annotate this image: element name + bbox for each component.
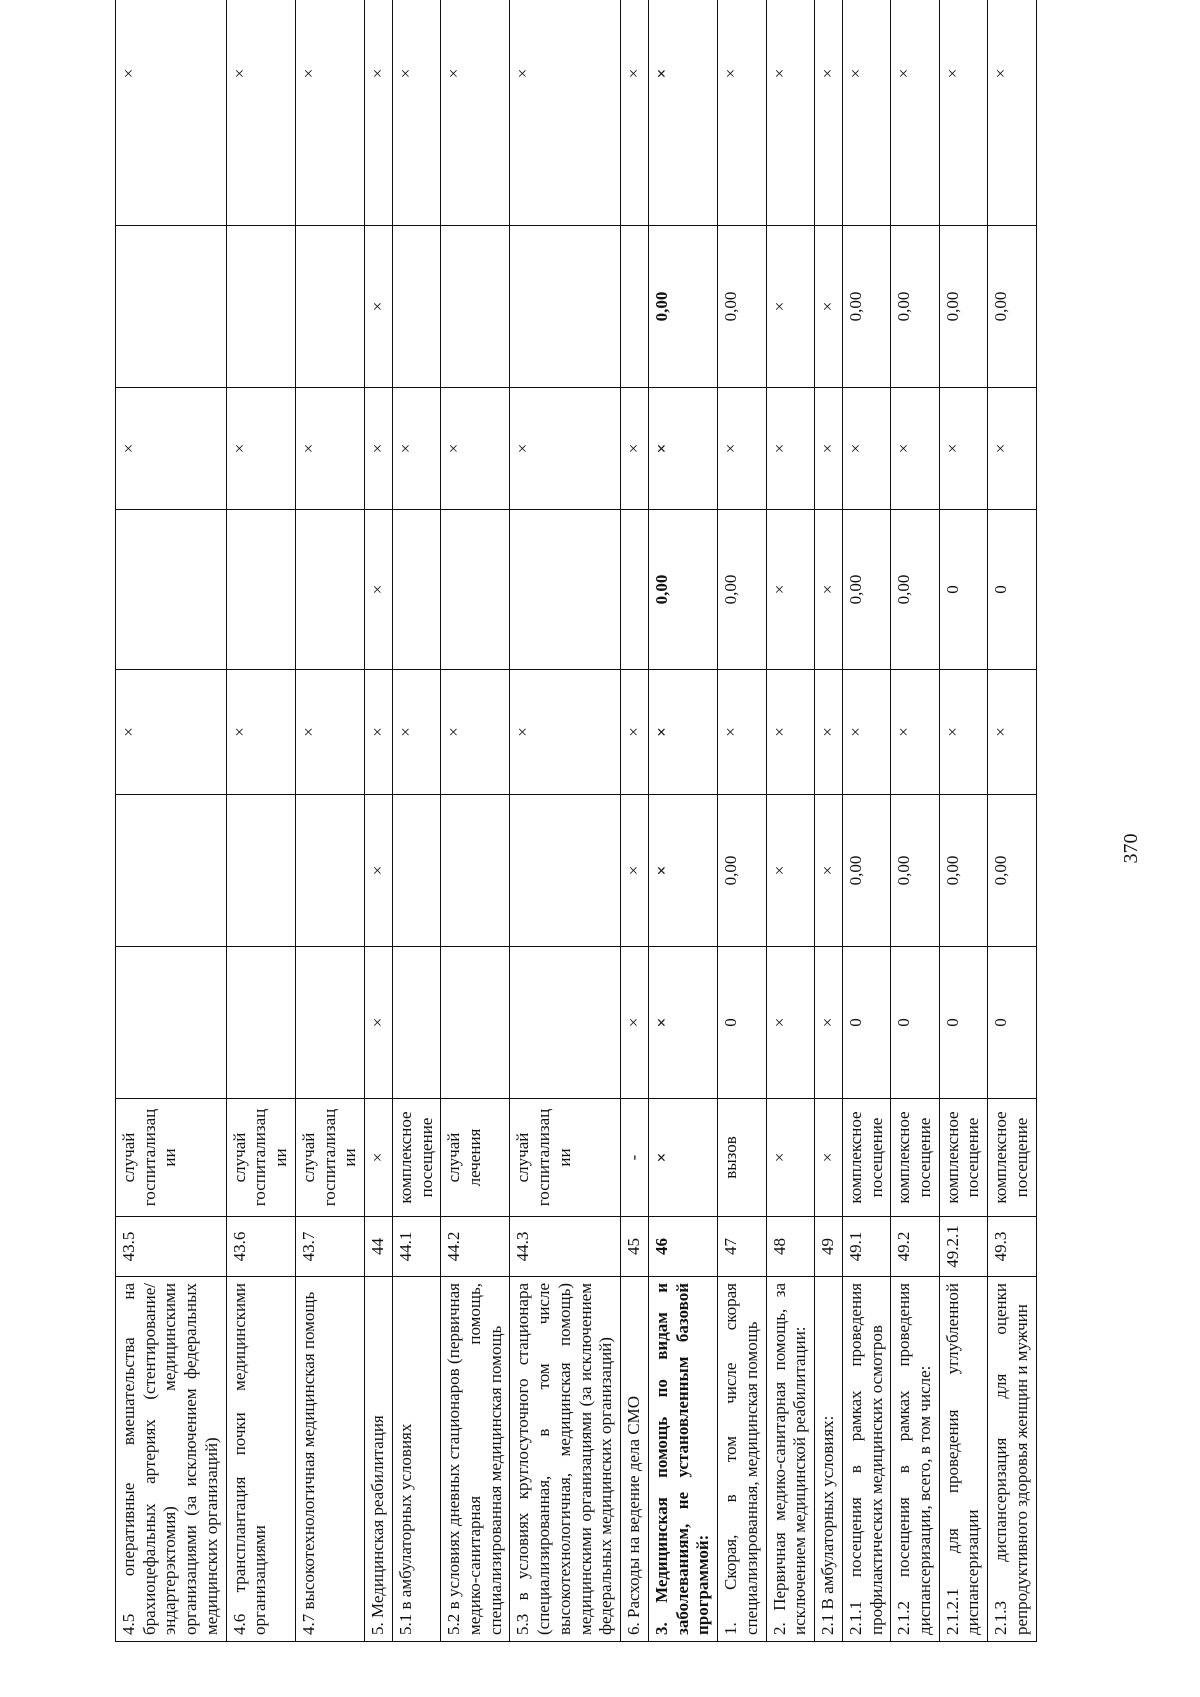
row-value-3: × [988, 670, 1036, 795]
row-code: 46 [648, 1217, 717, 1277]
table-row [510, 0, 621, 1642]
row-value-1: × [815, 947, 843, 1099]
row-value-1: × [766, 947, 814, 1099]
row-value-1: × [365, 947, 393, 1099]
row-value-7: × [621, 0, 649, 226]
row-value-2 [441, 795, 510, 947]
row-code: 44.3 [510, 1217, 621, 1277]
page-number: 370 [1120, 833, 1142, 864]
row-value-2 [295, 795, 364, 947]
row-value-3: × [718, 670, 766, 795]
row-value-7: × [842, 0, 890, 226]
row-value-6 [510, 226, 621, 388]
row-name: 5. Медицинская реабилитация [365, 1277, 393, 1642]
row-code: 49.2 [891, 1217, 939, 1277]
row-code: 43.5 [116, 1217, 227, 1277]
row-value-6: × [815, 226, 843, 388]
row-value-5: × [842, 388, 890, 510]
row-value-6 [392, 226, 440, 388]
row-value-3: × [648, 670, 717, 795]
row-name: 2.1.3 диспансеризация для оценки репродуктивного здоровья женщин и мужчин [988, 1277, 1036, 1642]
row-value-5: × [988, 388, 1036, 510]
row-name: 4.5 оперативные вмешательства на брахиоцефальных артериях (стентирование/эндартерэктомия) медицинскими организациями (за исключением федеральных медицинских организаций) [116, 1277, 227, 1642]
row-unit: случай госпитализации [510, 1099, 621, 1217]
row-unit: случай госпитализации [226, 1099, 295, 1217]
row-value-1: × [648, 947, 717, 1099]
row-name: 2.1.2.1 для проведения углубленной диспансеризации [939, 1277, 987, 1642]
row-value-7: × [766, 0, 814, 226]
row-value-2 [510, 795, 621, 947]
row-unit: комплексное посещение [988, 1099, 1036, 1217]
table-row [815, 0, 843, 1642]
table-row [766, 0, 814, 1642]
row-name: 4.6 трансплантация почки медицинскими организациями [226, 1277, 295, 1642]
row-code: 48 [766, 1217, 814, 1277]
row-value-5: × [295, 388, 364, 510]
row-value-4 [392, 510, 440, 670]
row-code: 45 [621, 1217, 649, 1277]
table-row [116, 0, 227, 1642]
row-value-2 [392, 795, 440, 947]
row-value-6: 0,00 [939, 226, 987, 388]
row-value-6: 0,00 [988, 226, 1036, 388]
row-value-3: × [842, 670, 890, 795]
row-value-3: × [815, 670, 843, 795]
row-code: 43.7 [295, 1217, 364, 1277]
row-value-2: × [648, 795, 717, 947]
row-value-5: × [648, 388, 717, 510]
row-name: 4.7 высокотехнологичная медицинская помощь [295, 1277, 364, 1642]
program-table [115, 0, 1037, 1642]
row-value-1 [295, 947, 364, 1099]
row-value-5: × [392, 388, 440, 510]
row-value-3: × [226, 670, 295, 795]
row-code: 49.2.1 [939, 1217, 987, 1277]
row-value-1: 0 [891, 947, 939, 1099]
row-name: 3. Медицинская помощь по видам и заболеваниям, не установленным базовой программой: [648, 1277, 717, 1642]
table-row [365, 0, 393, 1642]
row-value-5: × [766, 388, 814, 510]
row-value-4: 0,00 [718, 510, 766, 670]
table-row [226, 0, 295, 1642]
row-value-7: × [939, 0, 987, 226]
table-row [295, 0, 364, 1642]
row-value-5: × [510, 388, 621, 510]
row-value-6 [116, 226, 227, 388]
row-value-6: × [365, 226, 393, 388]
row-value-5: × [365, 388, 393, 510]
row-value-2: 0,00 [891, 795, 939, 947]
row-value-3: × [621, 670, 649, 795]
row-name: 1. Скорая, в том числе скорая специализированная, медицинская помощь [718, 1277, 766, 1642]
row-value-2: 0,00 [718, 795, 766, 947]
row-value-2: 0,00 [939, 795, 987, 947]
row-code: 43.6 [226, 1217, 295, 1277]
row-value-2: × [766, 795, 814, 947]
row-value-1 [116, 947, 227, 1099]
row-value-2: 0,00 [988, 795, 1036, 947]
row-value-2: × [621, 795, 649, 947]
row-unit: - [621, 1099, 649, 1217]
row-unit: комплексное посещение [939, 1099, 987, 1217]
row-value-5: × [441, 388, 510, 510]
row-value-7: × [648, 0, 717, 226]
row-unit: × [365, 1099, 393, 1217]
row-unit: × [648, 1099, 717, 1217]
row-value-2: × [815, 795, 843, 947]
row-unit: комплексное посещение [842, 1099, 890, 1217]
row-value-3: × [295, 670, 364, 795]
row-value-6: × [766, 226, 814, 388]
row-value-7: × [392, 0, 440, 226]
row-code: 49.3 [988, 1217, 1036, 1277]
row-value-1: 0 [842, 947, 890, 1099]
row-value-5: × [226, 388, 295, 510]
row-value-4: 0 [939, 510, 987, 670]
row-value-5: × [116, 388, 227, 510]
row-value-3: × [891, 670, 939, 795]
row-unit: комплексное посещение [392, 1099, 440, 1217]
row-value-3: × [939, 670, 987, 795]
row-value-4 [116, 510, 227, 670]
row-code: 44.1 [392, 1217, 440, 1277]
row-value-3: × [510, 670, 621, 795]
row-value-2: 0,00 [842, 795, 890, 947]
table-row [718, 0, 766, 1642]
row-unit: × [815, 1099, 843, 1217]
row-value-4 [621, 510, 649, 670]
row-value-1 [392, 947, 440, 1099]
row-value-6: 0,00 [718, 226, 766, 388]
row-value-3: × [441, 670, 510, 795]
row-unit: случай госпитализации [116, 1099, 227, 1217]
row-value-3: × [392, 670, 440, 795]
table-row [842, 0, 890, 1642]
row-value-6: 0,00 [842, 226, 890, 388]
row-value-4 [441, 510, 510, 670]
row-value-2 [116, 795, 227, 947]
row-value-7: × [510, 0, 621, 226]
row-value-7: × [718, 0, 766, 226]
row-unit: × [766, 1099, 814, 1217]
row-value-1: × [621, 947, 649, 1099]
table-row [392, 0, 440, 1642]
table-row [621, 0, 649, 1642]
row-value-5: × [718, 388, 766, 510]
row-value-2: × [365, 795, 393, 947]
row-value-4 [510, 510, 621, 670]
row-value-1 [441, 947, 510, 1099]
row-name: 5.2 в условиях дневных стационаров (первичная медико-санитарная помощь, специализированная медицинская помощь [441, 1277, 510, 1642]
row-code: 47 [718, 1217, 766, 1277]
row-value-5: × [621, 388, 649, 510]
row-value-7: × [116, 0, 227, 226]
row-code: 49 [815, 1217, 843, 1277]
row-unit: вызов [718, 1099, 766, 1217]
row-name: 2.1.1 посещения в рамках проведения профилактических медицинских осмотров [842, 1277, 890, 1642]
row-value-6 [226, 226, 295, 388]
row-value-3: × [766, 670, 814, 795]
row-name: 2.1 В амбулаторных условиях: [815, 1277, 843, 1642]
row-unit: комплексное посещение [891, 1099, 939, 1217]
row-code: 44.2 [441, 1217, 510, 1277]
table-row [441, 0, 510, 1642]
row-value-1: 0 [939, 947, 987, 1099]
row-value-1: 0 [718, 947, 766, 1099]
row-value-4: 0,00 [891, 510, 939, 670]
row-value-3: × [365, 670, 393, 795]
row-name: 6. Расходы на ведение дела СМО [621, 1277, 649, 1642]
row-name: 5.3 в условиях круглосуточного стационара (специализированная, в том числе высокотехнологичная, медицинская помощь) медицинскими организациями (за исключением федеральных медицинских организаций) [510, 1277, 621, 1642]
row-value-6 [441, 226, 510, 388]
row-unit: случай госпитализации [295, 1099, 364, 1217]
row-value-3: × [116, 670, 227, 795]
row-value-6: 0,00 [891, 226, 939, 388]
row-value-7: × [815, 0, 843, 226]
table-row [891, 0, 939, 1642]
row-code: 44 [365, 1217, 393, 1277]
row-value-1 [226, 947, 295, 1099]
table-body [116, 0, 1037, 1642]
row-value-1 [510, 947, 621, 1099]
row-name: 2.1.2 посещения в рамках проведения диспансеризации, всего, в том числе: [891, 1277, 939, 1642]
row-value-4: 0 [988, 510, 1036, 670]
row-value-6 [295, 226, 364, 388]
row-value-4: × [365, 510, 393, 670]
row-name: 5.1 в амбулаторных условиях [392, 1277, 440, 1642]
table-row [988, 0, 1036, 1642]
row-code: 49.1 [842, 1217, 890, 1277]
row-value-1: 0 [988, 947, 1036, 1099]
row-value-7: × [891, 0, 939, 226]
row-value-7: × [226, 0, 295, 226]
row-name: 2. Первичная медико-санитарная помощь, за исключением медицинской реабилитации: [766, 1277, 814, 1642]
row-value-4: 0,00 [648, 510, 717, 670]
row-value-5: × [891, 388, 939, 510]
row-unit: случай лечения [441, 1099, 510, 1217]
row-value-7: × [365, 0, 393, 226]
row-value-4 [226, 510, 295, 670]
table-row [939, 0, 987, 1642]
row-value-5: × [815, 388, 843, 510]
row-value-5: × [939, 388, 987, 510]
row-value-7: × [988, 0, 1036, 226]
row-value-4: × [815, 510, 843, 670]
row-value-6: 0,00 [648, 226, 717, 388]
row-value-7: × [441, 0, 510, 226]
row-value-2 [226, 795, 295, 947]
row-value-4: 0,00 [842, 510, 890, 670]
row-value-4 [295, 510, 364, 670]
row-value-4: × [766, 510, 814, 670]
row-value-7: × [295, 0, 364, 226]
row-value-6 [621, 226, 649, 388]
table-row [648, 0, 717, 1642]
